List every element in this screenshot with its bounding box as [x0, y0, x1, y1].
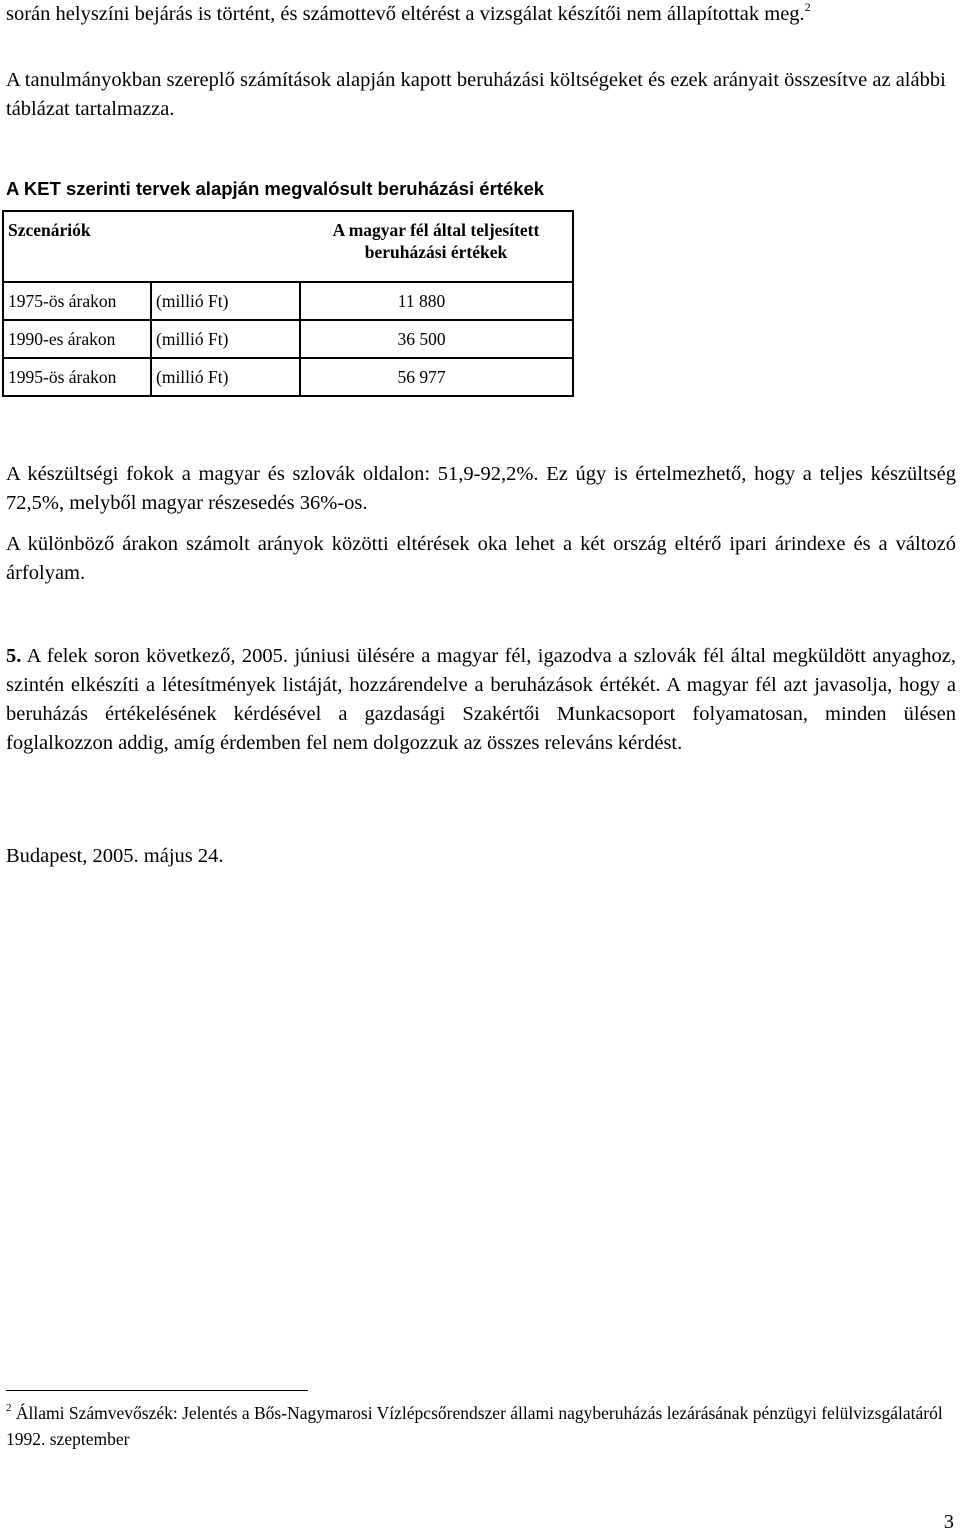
row-value: 56 977 [300, 358, 573, 396]
row-value: 36 500 [300, 320, 573, 358]
intro-paragraph: A tanulmányokban szereplő számítások alapján kapott beruházási költségeket és ezek arányait összesítve az alábbi táblázat tartalmazza. [6, 69, 946, 120]
table-row [3, 358, 573, 396]
footnote-ref: 2 [804, 0, 811, 14]
point-5-text: A felek soron következő, 2005. júniusi ülésére a magyar fél, igazodva a szlovák fél által megküldött anyaghoz, szintén elkészíti a létesítmények listáját, hozzárendelve a beruházások értékét. A magyar fél azt javasolja, hogy a beruházás értékelésének kérdésével a gazdasági Szakértői Munkacsoport folyamatosan, minden ülésen foglalkozzon addig, amíg érdemben fel nem dolgozzuk az összes releváns kérdést. [6, 645, 956, 754]
footnote-divider [6, 1390, 308, 1391]
row-scenario: 1990-es árakon [3, 320, 151, 358]
table-title: A KET szerinti tervek alapján megvalósult beruházási értékek [6, 178, 545, 199]
row-scenario: 1975-ös árakon [3, 282, 151, 320]
point-5-number: 5. [6, 645, 22, 667]
completion-paragraph: A készültségi fokok a magyar és szlovák oldalon: 51,9-92,2%. Ez úgy is értelmezhető, hogy a teljes készültség 72,5%, melyből magyar részesedés 36%-os. [6, 463, 956, 514]
table-row [3, 282, 573, 320]
table-row [3, 320, 573, 358]
row-scenario: 1995-ös árakon [3, 358, 151, 396]
header-values-text: A magyar fél által teljesített beruházási értékek [332, 220, 540, 262]
footnote-marker: 2 [6, 1402, 12, 1414]
intro-text: során helyszíni bejárás is történt, és számottevő eltérést a vizsgálat készítői nem állapítottak meg. [6, 3, 805, 25]
header-scenarios: Szcenáriók [3, 211, 300, 282]
investment-table [2, 210, 574, 397]
row-unit: (millió Ft) [151, 358, 300, 396]
footnote-text: Állami Számvevőszék: Jelentés a Bős-Nagymarosi Vízlépcsőrendszer állami nagyberuházás lezárásának pénzügyi felülvizsgálatáról 1992. szeptember [6, 1403, 943, 1449]
page-number: 3 [943, 1511, 954, 1533]
header-values [300, 211, 573, 282]
table-header-row [3, 211, 573, 282]
footnote [6, 1400, 956, 1452]
row-value: 11 880 [300, 282, 573, 320]
place-date: Budapest, 2005. május 24. [6, 845, 224, 867]
row-unit: (millió Ft) [151, 282, 300, 320]
intro-continuation [6, 0, 956, 29]
ratio-paragraph: A különböző árakon számolt arányok közötti eltérések oka lehet a két ország eltérő ipari árindexe és a változó árfolyam. [6, 533, 956, 584]
row-unit: (millió Ft) [151, 320, 300, 358]
point-5-paragraph [6, 642, 956, 758]
